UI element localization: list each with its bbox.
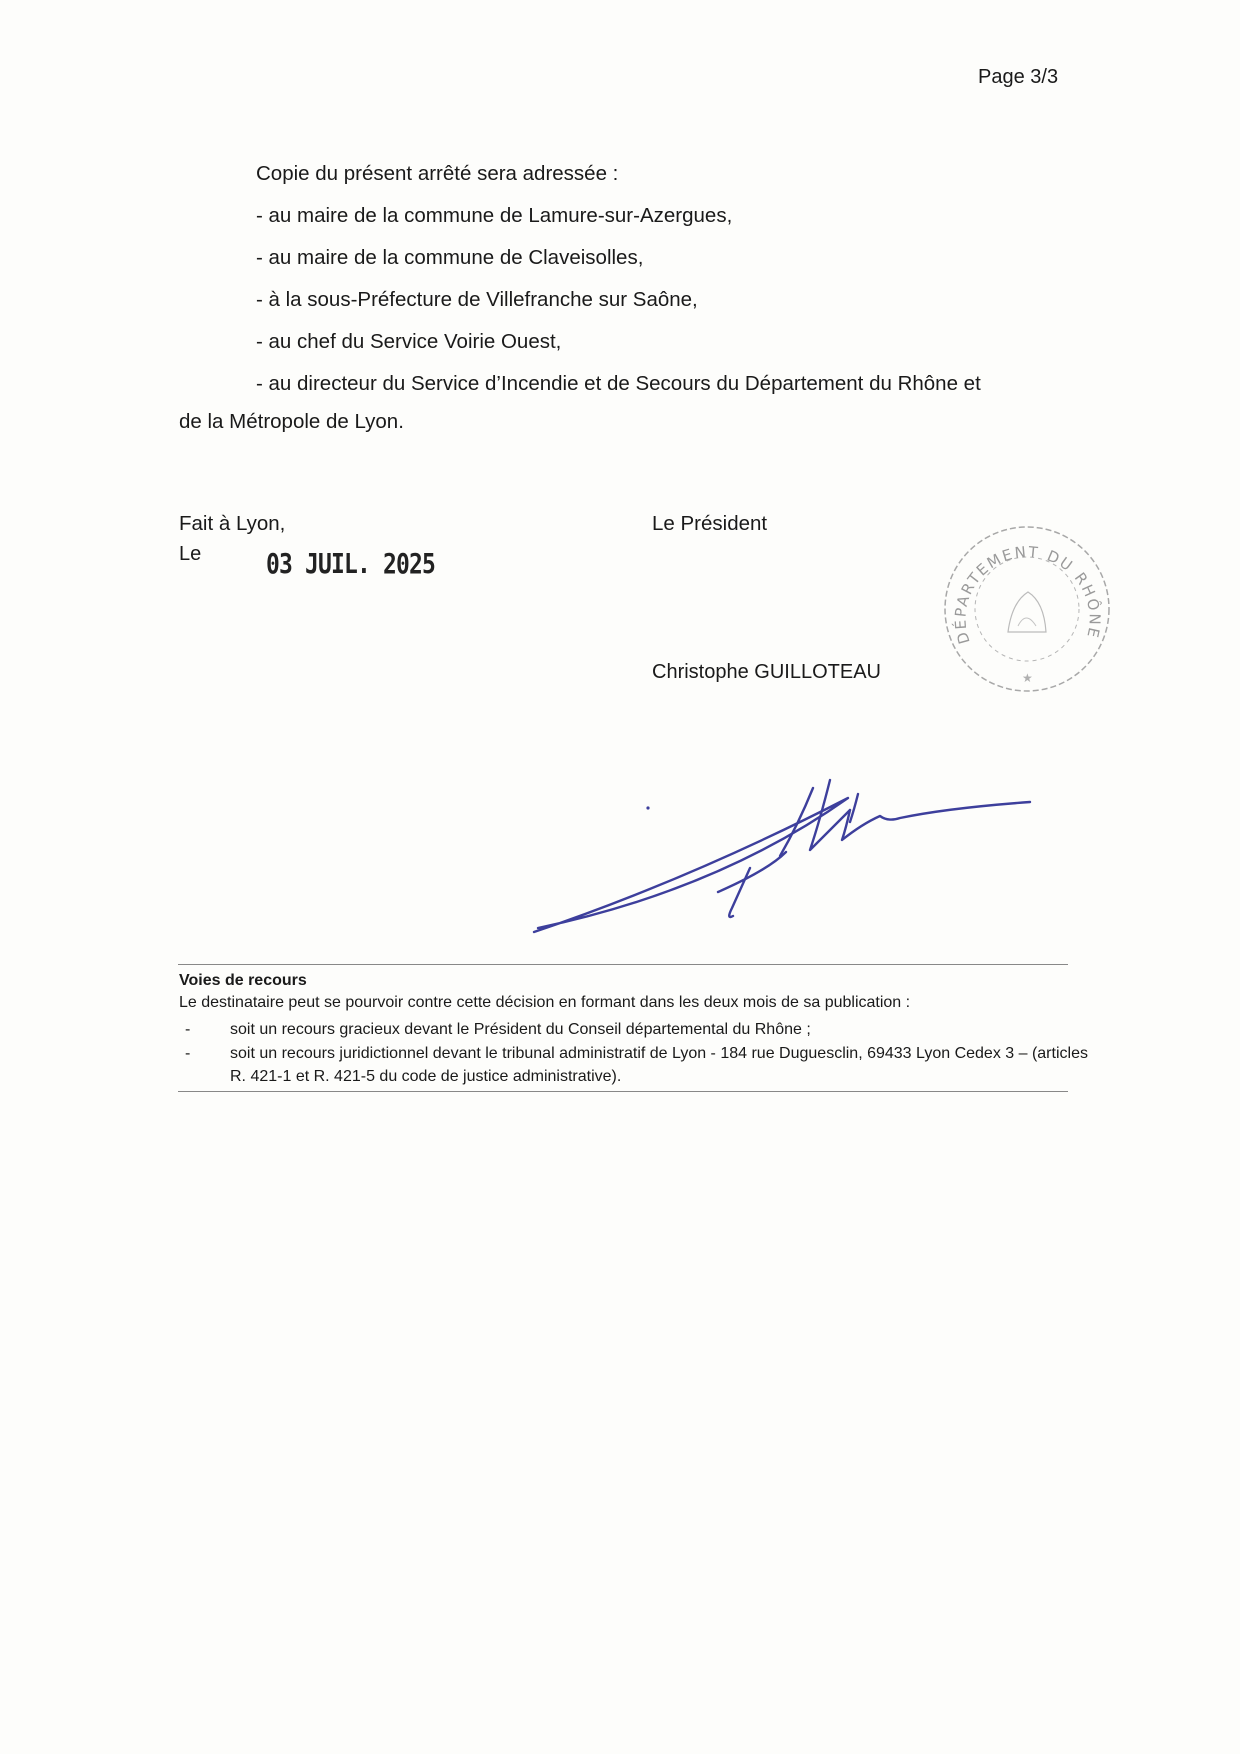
recipient-item: - au maire de la commune de Claveisolles, <box>256 246 644 269</box>
recours-bullet: - <box>185 1045 191 1062</box>
date-label: Le <box>179 543 202 565</box>
copy-intro: Copie du présent arrêté sera adressée : <box>256 162 619 185</box>
svg-text:DÉPARTEMENT DU RHÔNE: DÉPARTEMENT DU RHÔNE <box>951 542 1104 647</box>
recipient-item: - au directeur du Service d’Incendie et de Secours du Département du Rhône et <box>256 372 981 395</box>
recours-text: soit un recours juridictionnel devant le tribunal administratif de Lyon - 184 rue Duguesclin, 69433 Lyon Cedex 3 – (articles R. 421-1 et R. 421-5 du code de justice administrative). <box>230 1045 1088 1085</box>
recipient-item: - à la sous-Préfecture de Villefranche sur Saône, <box>256 288 698 311</box>
recours-text: soit un recours gracieux devant le Président du Conseil départemental du Rhône ; <box>230 1021 811 1038</box>
signer-name: Christophe GUILLOTEAU <box>652 661 881 683</box>
signing-place: Fait à Lyon, <box>179 512 286 535</box>
page-number: Page 3/3 <box>978 66 1059 88</box>
date-stamp: 03 JUIL. 2025 <box>266 547 436 580</box>
department-seal <box>940 522 1114 696</box>
recours-intro: Le destinataire peut se pourvoir contre cette décision en formant dans les deux mois de sa publication : <box>179 994 911 1011</box>
recours-title: Voies de recours <box>179 972 307 989</box>
recours-bottom-rule <box>178 1091 1068 1092</box>
recours-bullet: - <box>185 1021 191 1038</box>
handwritten-signature <box>528 770 1048 940</box>
recours-top-rule <box>178 964 1068 965</box>
svg-text:★: ★ <box>1022 671 1033 685</box>
recipient-continuation: de la Métropole de Lyon. <box>179 410 404 433</box>
signer-role: Le Président <box>652 512 768 535</box>
recipient-item: - au chef du Service Voirie Ouest, <box>256 330 562 353</box>
recipient-item: - au maire de la commune de Lamure-sur-Azergues, <box>256 204 733 227</box>
